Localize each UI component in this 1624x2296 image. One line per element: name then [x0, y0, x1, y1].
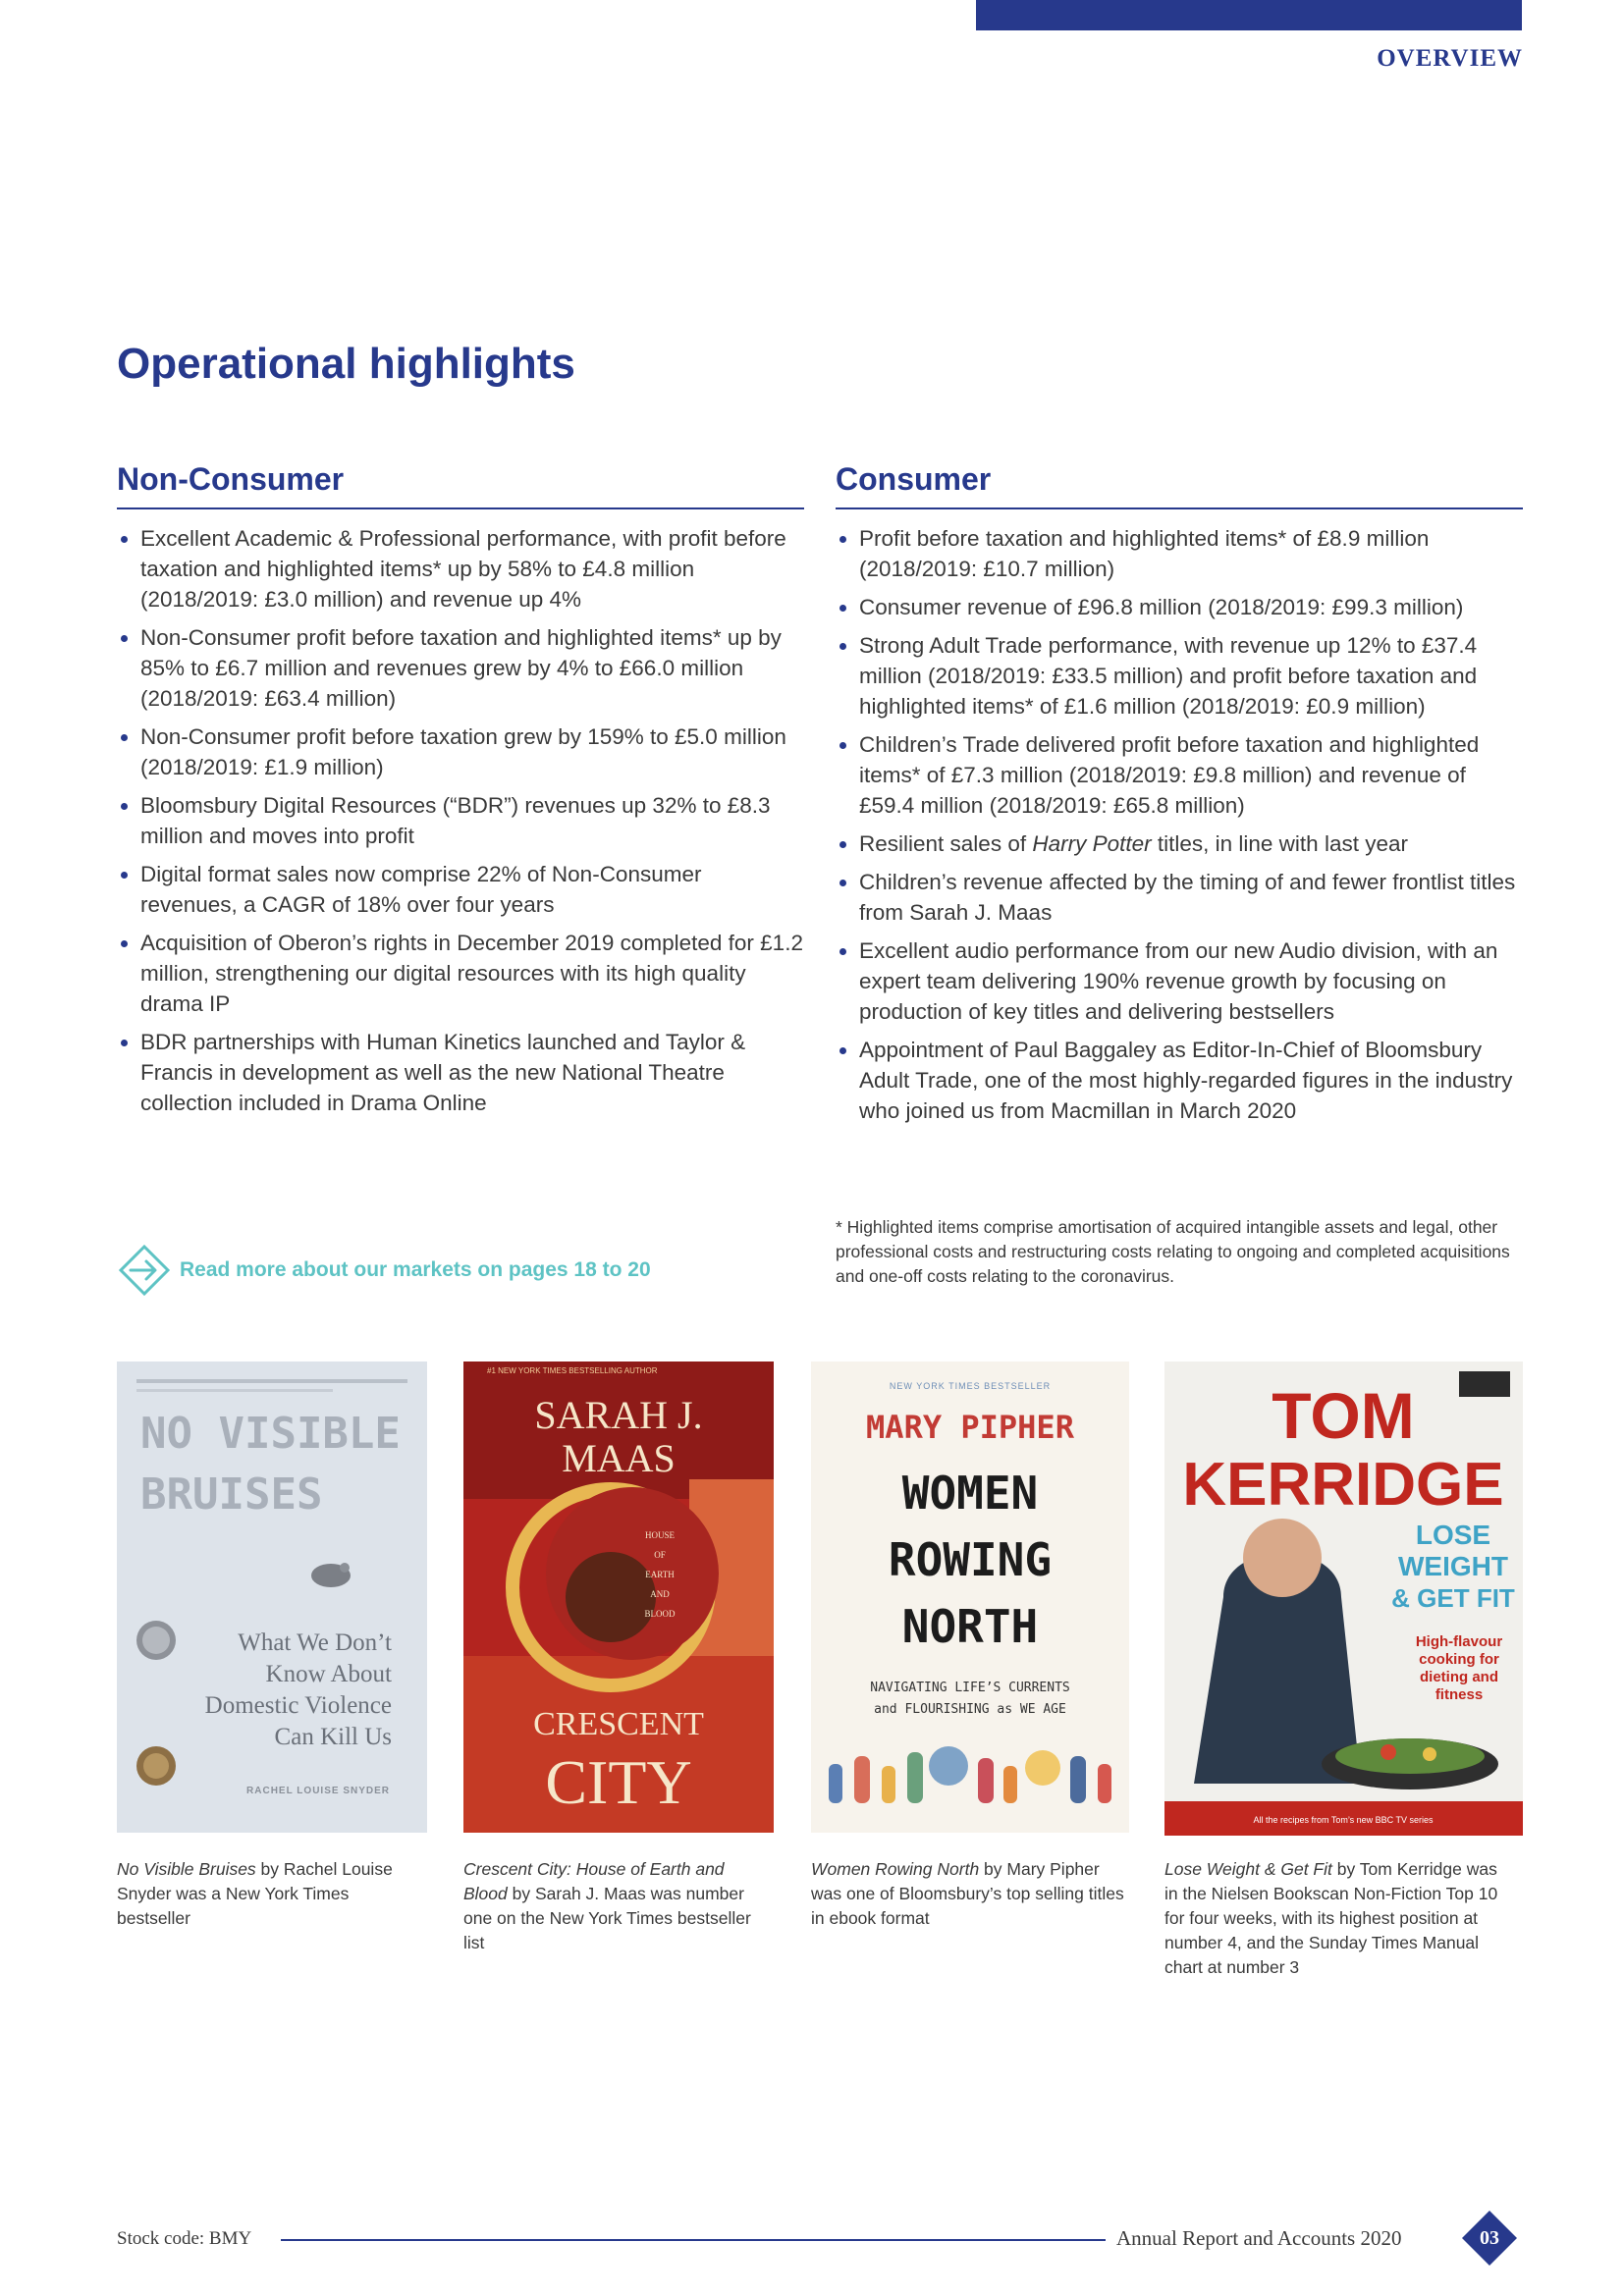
list-item: Non-Consumer profit before taxation and highlighted items* up by 85% to £6.7 million and revenues grew by 4% to £66.0 million (2018/2019: £63.4 million): [117, 622, 804, 714]
caption-title: No Visible Bruises: [117, 1859, 256, 1879]
list-item: Consumer revenue of £96.8 million (2018/2019: £99.3 million): [836, 592, 1523, 622]
cover-title-line: NORTH: [901, 1600, 1039, 1653]
cover-subtitle-line: Can Kill Us: [274, 1724, 392, 1750]
list-item: Appointment of Paul Baggaley as Editor-In-Chief of Bloomsbury Adult Trade, one of the most highly-regarded figures in the industry who joined us from Macmillan in March 2020: [836, 1035, 1523, 1126]
list-item: BDR partnerships with Human Kinetics launched and Taylor & Francis in development as well as the new National Theatre collection included in Drama Online: [117, 1027, 804, 1118]
read-more-link[interactable]: [117, 1243, 651, 1298]
cover-art: [117, 1362, 427, 1833]
cover-title-line: CRESCENT: [533, 1706, 704, 1742]
list-item-text: titles, in line with last year: [1151, 831, 1408, 856]
consumer-section: [836, 461, 1523, 1134]
cover-subtitle-line: What We Don’t: [238, 1629, 392, 1656]
cover-art: [811, 1362, 1129, 1833]
cover-series-word: AND: [650, 1589, 670, 1599]
book-cover-women-rowing-north: [811, 1362, 1129, 1833]
non-consumer-heading: Non-Consumer: [117, 461, 804, 509]
cover-subtitle-line: Know About: [265, 1661, 392, 1687]
list-item: Children’s Trade delivered profit before taxation and highlighted items* of £7.3 million (2018/2019: £9.8 million) and revenue of £59.4 million (2018/2019: £65.8 million): [836, 729, 1523, 821]
caption-text: by Rachel Louise Snyder was a New York Times bestseller: [117, 1859, 393, 1928]
cover-title-line: WOMEN: [901, 1467, 1039, 1520]
cover-author: RACHEL LOUISE SNYDER: [246, 1786, 390, 1796]
cover-tagline: #1 NEW YORK TIMES BESTSELLING AUTHOR: [487, 1366, 658, 1375]
cover-series-word: HOUSE: [644, 1530, 676, 1540]
list-item: [836, 828, 1523, 859]
book-cover-crescent-city: [463, 1362, 774, 1833]
book-caption: [811, 1857, 1129, 1931]
book-caption: [1164, 1857, 1503, 1980]
non-consumer-list: [117, 523, 804, 1118]
list-item: Strong Adult Trade performance, with revenue up 12% to £37.4 million (2018/2019: £33.5 million) and profit before taxation and highlighted items* of £1.6 million (2018/2019: £0.9 million): [836, 630, 1523, 721]
cover-tagline: NEW YORK TIMES BESTSELLER: [889, 1381, 1052, 1391]
cover-subtitle-line: and FLOURISHING as WE AGE: [874, 1702, 1066, 1717]
stock-code: Stock code: BMY: [117, 2228, 252, 2249]
cover-series-word: OF: [654, 1550, 666, 1560]
read-more-text: Read more about our markets on pages 18 to 20: [180, 1258, 651, 1281]
list-item: Digital format sales now comprise 22% of Non-Consumer revenues, a CAGR of 18% over four years: [117, 859, 804, 920]
cover-author-line: KERRIDGE: [1182, 1451, 1504, 1519]
page-number-badge: [1460, 2209, 1519, 2268]
book-caption: [463, 1857, 758, 1955]
list-item: Bloomsbury Digital Resources (“BDR”) revenues up 32% to £8.3 million and moves into profit: [117, 790, 804, 851]
cover-title-line: NO VISIBLE: [140, 1409, 401, 1459]
caption-title: Lose Weight & Get Fit: [1164, 1859, 1332, 1879]
cover-author-line: MAAS: [562, 1436, 676, 1480]
page-number: 03: [1480, 2227, 1499, 2249]
arrow-diamond-icon: [117, 1243, 172, 1298]
cover-title-line: BRUISES: [140, 1469, 323, 1520]
list-item: Excellent Academic & Professional performance, with profit before taxation and highlighted items* up by 58% to £4.8 million (2018/2019: £3.0 million) and revenue up 4%: [117, 523, 804, 614]
cover-strip-text: All the recipes from Tom’s new BBC TV series: [1253, 1815, 1434, 1825]
list-item: Children’s revenue affected by the timing of and fewer frontlist titles from Sarah J. Maas: [836, 867, 1523, 928]
cover-author: MARY PIPHER: [866, 1409, 1074, 1446]
book-caption: [117, 1857, 427, 1931]
caption-text: by Sarah J. Maas was number one on the New York Times bestseller list: [463, 1884, 751, 1952]
cover-title-line: ROWING: [888, 1533, 1053, 1586]
cover-series-word: EARTH: [645, 1570, 675, 1579]
cover-subtitle-line: dieting and: [1420, 1669, 1498, 1685]
book-cover-no-visible-bruises: [117, 1362, 427, 1833]
cover-subtitle-line: cooking for: [1419, 1651, 1499, 1668]
cover-subtitle-line: Domestic Violence: [204, 1692, 392, 1719]
page-title: Operational highlights: [117, 340, 575, 388]
caption-text: by Tom Kerridge was in the Nielsen Bookscan Non-Fiction Top 10 for four weeks, with its highest position at number 4, and the Sunday Times Manual chart at number 3: [1164, 1859, 1498, 1977]
cover-title-line: & GET FIT: [1391, 1583, 1515, 1613]
list-item: Acquisition of Oberon’s rights in December 2019 completed for £1.2 million, strengthening our digital resources with its high quality drama IP: [117, 928, 804, 1019]
cover-title-line: CITY: [545, 1747, 692, 1817]
book-cover-lose-weight-get-fit: [1164, 1362, 1523, 1836]
non-consumer-section: [117, 461, 804, 1126]
header-bar: [976, 0, 1522, 30]
list-item-text: Resilient sales of: [859, 831, 1033, 856]
cover-subtitle-line: fitness: [1435, 1686, 1484, 1703]
cover-author-line: TOM: [1272, 1379, 1415, 1452]
cover-art: [1164, 1362, 1523, 1836]
list-item: Non-Consumer profit before taxation grew by 159% to £5.0 million (2018/2019: £1.9 million): [117, 721, 804, 782]
cover-series-word: BLOOD: [644, 1609, 676, 1619]
list-item: Excellent audio performance from our new Audio division, with an expert team delivering 190% revenue growth by focusing on production of key titles and delivering bestsellers: [836, 935, 1523, 1027]
cover-subtitle-line: High-flavour: [1415, 1633, 1503, 1650]
list-item: Profit before taxation and highlighted items* of £8.9 million (2018/2019: £10.7 million): [836, 523, 1523, 584]
section-label: OVERVIEW: [1377, 45, 1523, 72]
caption-title: Crescent City: House of Earth and Blood: [463, 1859, 725, 1903]
cover-author-line: SARAH J.: [534, 1393, 703, 1437]
consumer-heading: Consumer: [836, 461, 1523, 509]
cover-title-line: WEIGHT: [1398, 1551, 1508, 1581]
cover-art: [463, 1362, 774, 1833]
book-title-text: Harry Potter: [1032, 831, 1152, 856]
cover-subtitle-line: NAVIGATING LIFE’S CURRENTS: [870, 1681, 1070, 1695]
cover-title-line: LOSE: [1415, 1520, 1491, 1550]
footnote: * Highlighted items comprise amortisation of acquired intangible assets and legal, other professional costs and restructuring costs relating to ongoing and completed acquisitions and one-off costs relating to the coronavirus.: [836, 1217, 1510, 1286]
consumer-list: [836, 523, 1523, 1126]
caption-title: Women Rowing North: [811, 1859, 980, 1879]
footer-divider: [281, 2239, 1106, 2241]
report-title: Annual Report and Accounts 2020: [1116, 2226, 1402, 2250]
caption-text: by Mary Pipher was one of Bloomsbury’s top selling titles in ebook format: [811, 1859, 1124, 1928]
